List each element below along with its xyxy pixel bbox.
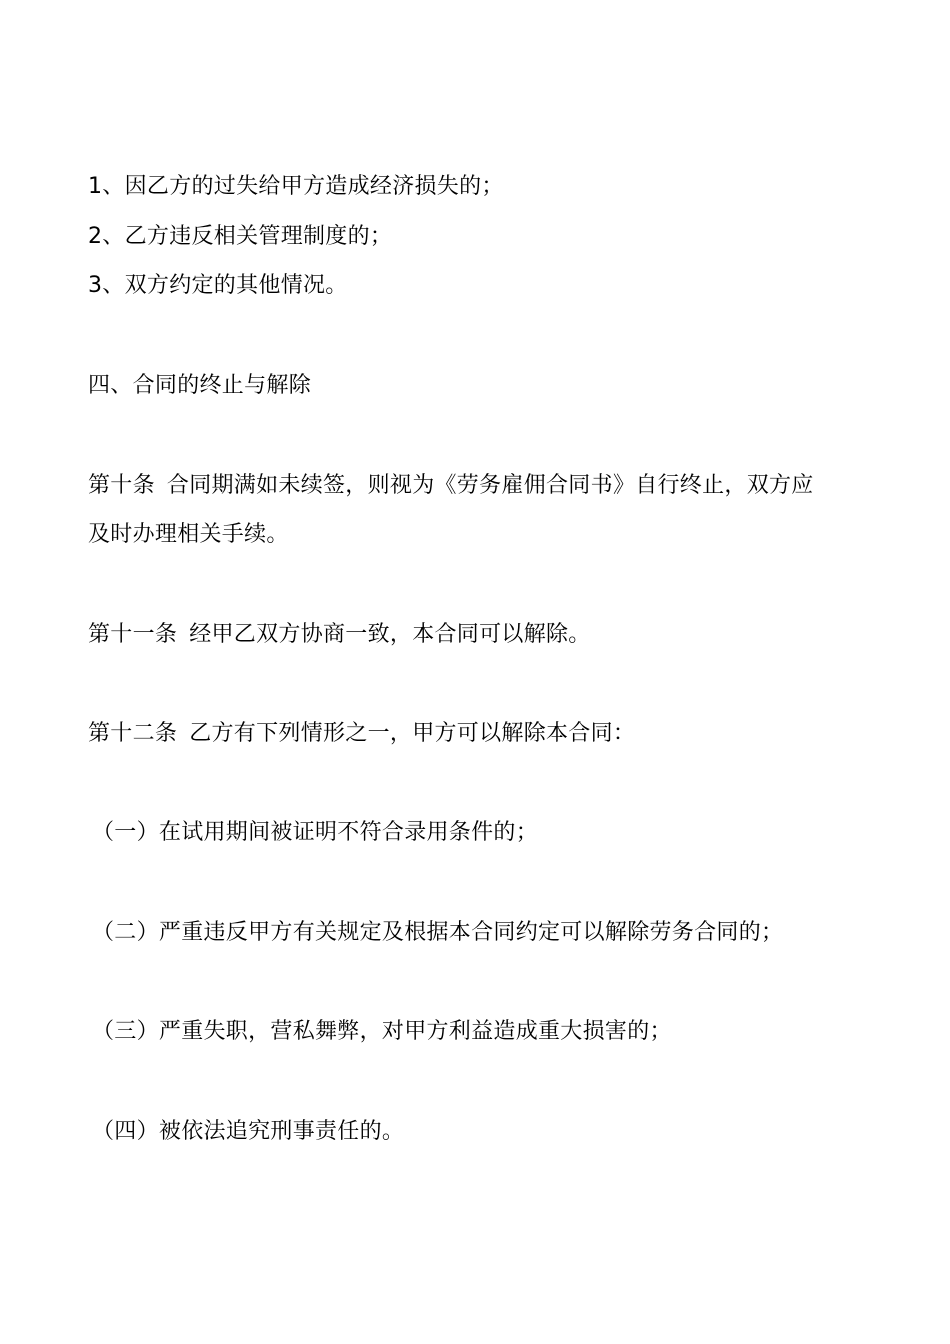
article-12-label: 第十二条 (88, 721, 178, 746)
article-12-text: 乙方有下列情形之一，甲方可以解除本合同： (189, 721, 636, 746)
condition-1: （一）在试用期间被证明不符合录用条件的； (92, 820, 539, 845)
condition-2: （二）严重违反甲方有关规定及根据本合同约定可以解除劳务合同的； (92, 920, 784, 945)
article-12 (88, 719, 878, 749)
section-heading: 四、合同的终止与解除 (88, 373, 312, 398)
article-10-label: 第十条 (88, 473, 155, 498)
list-item-1: 1、因乙方的过失给甲方造成经济损失的； (88, 174, 504, 199)
list-item-3: 3、双方约定的其他情况。 (88, 273, 348, 298)
article-11 (88, 620, 878, 650)
article-11-text: 经甲乙双方协商一致，本合同可以解除。 (189, 622, 591, 647)
list-item-2: 2、乙方违反相关管理制度的； (88, 224, 393, 249)
condition-3: （三）严重失职，营私舞弊，对甲方利益造成重大损害的； (92, 1019, 672, 1044)
article-10-line-2: 及时办理相关手续。 (88, 522, 289, 547)
article-10-line-1 (88, 471, 878, 501)
article-10-text: 合同期满如未续签，则视为《劳务雇佣合同书》自行终止，双方应 (166, 473, 814, 498)
article-11-label: 第十一条 (88, 622, 178, 647)
condition-4: （四）被依法追究刑事责任的。 (92, 1119, 405, 1144)
